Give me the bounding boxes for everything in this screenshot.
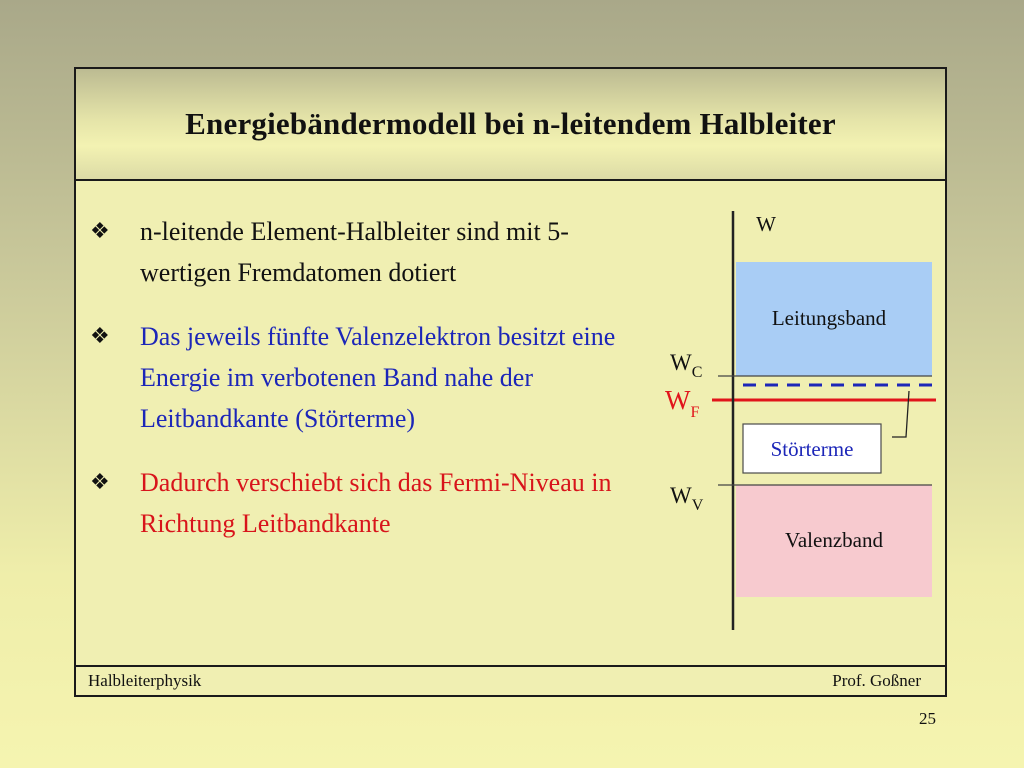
diamond-bullet-icon: ❖ xyxy=(90,470,110,495)
impurity-label: Störterme xyxy=(770,437,854,461)
valence-band-label: Valenzband xyxy=(785,528,883,552)
wv-label: $W_V$ xyxy=(670,483,704,514)
energy-band-diagram xyxy=(636,181,956,667)
bullet-text-fermi-shift: Dadurch verschiebt sich das Fermi-Niveau in Richtung Leitbandkante xyxy=(140,468,612,538)
diamond-bullet-icon: ❖ xyxy=(90,219,110,244)
page-number: 25 xyxy=(919,709,936,728)
slide-title: Energiebändermodell bei n-leitendem Halbleiter xyxy=(185,106,836,141)
footer-course: Halbleiterphysik xyxy=(88,671,202,690)
bullet-item-fermi-shift xyxy=(90,462,650,544)
wf-label: $W_F$ xyxy=(665,385,700,421)
impurity-pointer xyxy=(892,391,909,437)
title-bar xyxy=(76,69,945,181)
slide-frame xyxy=(74,67,947,697)
footer-bar xyxy=(76,665,945,695)
energy-axis-label: W xyxy=(756,212,776,236)
bullet-text-valence-electron: Das jeweils fünfte Valenzelektron besitzt eine Energie im verbotenen Band nahe der Leitbandkante (Störterme) xyxy=(140,322,616,433)
bullet-list xyxy=(90,211,650,567)
footer-author: Prof. Goßner xyxy=(832,671,921,690)
wc-label: $W_C$ xyxy=(670,350,703,381)
diamond-bullet-icon: ❖ xyxy=(90,324,110,349)
bullet-item-valence-electron xyxy=(90,316,650,439)
slide-content xyxy=(76,181,945,667)
bullet-item-doping xyxy=(90,211,650,293)
conduction-band-label: Leitungsband xyxy=(771,306,887,330)
bullet-text-doping: n-leitende Element-Halbleiter sind mit 5-wertigen Fremdatomen dotiert xyxy=(140,217,569,287)
